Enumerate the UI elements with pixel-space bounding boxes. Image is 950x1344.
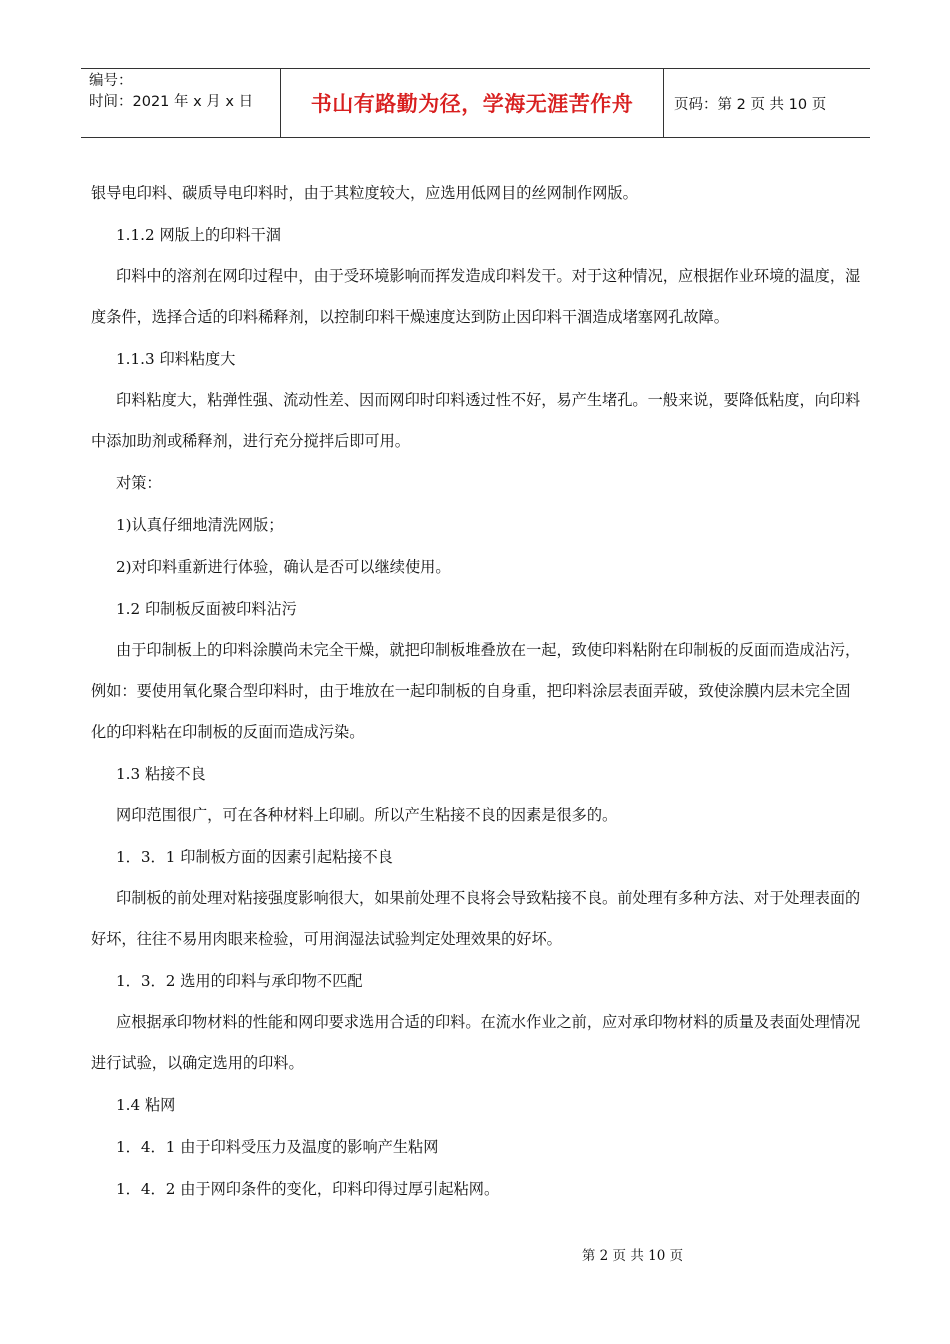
paragraph: 应根据承印物材料的性能和网印要求选用合适的印料。在流水作业之前，应对承印物材料的质量及表面处理情况进行试验，以确定选用的印料。 — [91, 1013, 861, 1072]
document-number-label: 编号： — [89, 73, 133, 89]
section-heading: 1.1.2 网版上的印料干涸 — [116, 226, 281, 244]
section-heading: 1．4．2 由于网印条件的变化，印料印得过厚引起粘网。 — [116, 1180, 500, 1198]
paragraph: 印料粘度大，粘弹性强、流动性差、因而网印时印料透过性不好，易产生堵孔。一般来说，要降低粘度，向印料中添加助剂或稀释剂，进行充分搅拌后即可用。 — [91, 391, 861, 450]
paragraph: 网印范围很广，可在各种材料上印刷。所以产生粘接不良的因素是很多的。 — [116, 806, 618, 824]
section-heading: 1)认真仔细地清洗网版； — [116, 516, 284, 534]
section-heading: 对策： — [116, 474, 162, 492]
paragraph: 由于印制板上的印料涂膜尚未完全干燥，就把印制板堆叠放在一起，致使印料粘附在印制板的反面而造成沾污，例如：要使用氧化聚合型印料时，由于堆放在一起印制板的自身重，把印料涂层表面弄破，致使涂膜内层未完全固化的印料粘在印制板的反面而造成污染。 — [91, 641, 861, 741]
section-heading: 1.3 粘接不良 — [116, 765, 206, 783]
section-heading: 1．4．1 由于印料受压力及温度的影响产生粘网 — [116, 1138, 439, 1156]
footer-page-number: 第 2 页 共 10 页 — [581, 1248, 684, 1264]
document-body — [91, 172, 861, 1210]
header-motto: 书山有路勤为径，学海无涯苦作舟 — [281, 69, 664, 137]
page-footer — [0, 1244, 950, 1264]
paragraph: 印料中的溶剂在网印过程中，由于受环境影响而挥发造成印料发干。对于这种情况，应根据作业环境的温度，湿度条件，选择合适的印料稀释剂，以控制印料干燥速度达到防止因印料干涸造成堵塞网孔故障。 — [91, 267, 861, 326]
document-date-label: 时间：2021 年 x 月 x 日 — [89, 94, 254, 110]
section-heading: 2)对印料重新进行体验，确认是否可以继续使用。 — [116, 558, 451, 576]
section-heading: 1.2 印制板反面被印料沾污 — [116, 600, 297, 618]
paragraph: 印制板的前处理对粘接强度影响很大，如果前处理不良将会导致粘接不良。前处理有多种方法、对于处理表面的好坏，往往不易用肉眼来检验，可用润湿法试验判定处理效果的好坏。 — [91, 889, 861, 948]
paragraph: 银导电印料、碳质导电印料时，由于其粒度较大，应选用低网目的丝网制作网版。 — [91, 184, 638, 202]
header-meta — [81, 69, 281, 137]
section-heading: 1.4 粘网 — [116, 1096, 176, 1114]
section-heading: 1．3．2 选用的印料与承印物不匹配 — [116, 972, 363, 990]
header-page-label: 页码：第 2 页 共 10 页 — [674, 96, 827, 113]
page-header — [81, 68, 870, 138]
section-heading: 1．3．1 印制板方面的因素引起粘接不良 — [116, 848, 393, 866]
section-heading: 1.1.3 印料粘度大 — [116, 350, 236, 368]
